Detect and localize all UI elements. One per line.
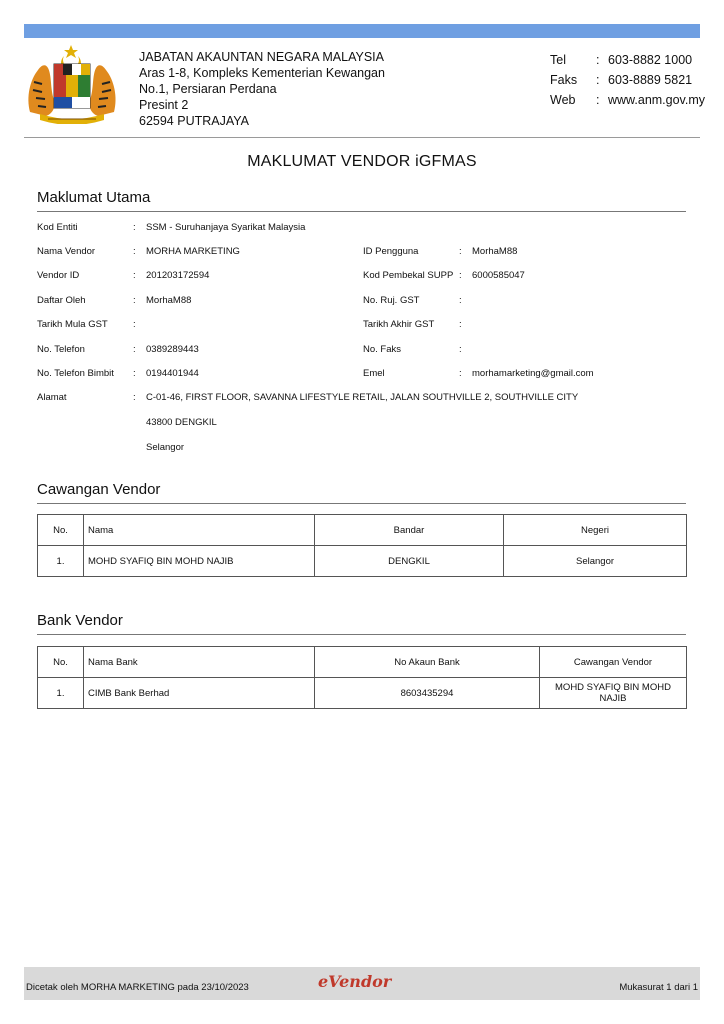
id-pengguna-label: ID Pengguna — [363, 246, 419, 257]
separator: : — [133, 295, 136, 306]
separator: : — [133, 368, 136, 379]
agency-address-line: No.1, Persiaran Perdana — [139, 82, 277, 96]
separator: : — [459, 368, 462, 379]
nama-vendor-value: MORHA MARKETING — [146, 246, 240, 257]
nama-vendor-label: Nama Vendor — [37, 246, 96, 257]
no-telefon-value: 0389289443 — [146, 344, 199, 355]
kod-pembekal-label: Kod Pembekal SUPP — [363, 270, 454, 281]
tarikh-akhir-gst-label: Tarikh Akhir GST — [363, 319, 435, 330]
table-cell: Selangor — [504, 546, 687, 577]
id-pengguna-value: MorhaM88 — [472, 246, 518, 257]
document-title: MAKLUMAT VENDOR iGFMAS — [247, 153, 477, 170]
alamat-line: Selangor — [146, 442, 185, 453]
column-header: Nama — [84, 515, 315, 546]
kod-pembekal-value: 6000585047 — [472, 270, 525, 281]
coat-of-arms-icon — [24, 42, 120, 124]
no-telefon-bimbit-label: No. Telefon Bimbit — [37, 368, 114, 379]
column-header: No Akaun Bank — [315, 647, 540, 678]
separator: : — [459, 295, 462, 306]
no-telefon-bimbit-value: 0194401944 — [146, 368, 199, 379]
header-divider — [24, 137, 700, 138]
fax-value: 603-8889 5821 — [608, 73, 693, 87]
vendor-id-label: Vendor ID — [37, 270, 80, 281]
vendor-id-value: 201203172594 — [146, 270, 210, 281]
section-heading-cawangan-vendor: Cawangan Vendor — [37, 481, 161, 498]
page-footer — [24, 967, 700, 1000]
table-cell: 8603435294 — [315, 678, 540, 709]
separator: : — [459, 319, 462, 330]
separator: : — [133, 344, 136, 355]
header-color-bar — [24, 24, 700, 38]
section-heading-maklumat-utama: Maklumat Utama — [37, 189, 151, 206]
web-link[interactable]: www.anm.gov.my — [608, 93, 706, 107]
alamat-line: C-01-46, FIRST FLOOR, SAVANNA LIFESTYLE RETAIL, JALAN SOUTHVILLE 2, SOUTHVILLE CITY — [146, 392, 579, 403]
table-row — [38, 546, 687, 577]
table-cell: DENGKIL — [315, 546, 504, 577]
table-row — [38, 678, 687, 709]
no-telefon-label: No. Telefon — [37, 344, 85, 355]
separator: : — [596, 93, 600, 107]
emel-value: morhamarketing@gmail.com — [472, 368, 594, 379]
web-row — [550, 90, 705, 110]
agency-block — [139, 49, 385, 129]
section-rule — [37, 634, 686, 635]
printed-by-text: Dicetak oleh MORHA MARKETING pada 23/10/2023 — [26, 982, 249, 993]
column-header: Negeri — [504, 515, 687, 546]
fax-label: Faks — [550, 73, 578, 87]
alamat-line: 43800 DENGKIL — [146, 417, 217, 428]
alamat-label: Alamat — [37, 392, 67, 403]
page-number: Mukasurat 1 dari 1 — [619, 982, 698, 993]
separator: : — [596, 53, 600, 67]
agency-address-line: 62594 PUTRAJAYA — [139, 114, 250, 128]
column-header: Nama Bank — [84, 647, 315, 678]
section-rule — [37, 211, 686, 212]
separator: : — [133, 392, 136, 403]
column-header: No. — [38, 647, 84, 678]
no-ruj-gst-label: No. Ruj. GST — [363, 295, 420, 306]
no-faks-label: No. Faks — [363, 344, 402, 355]
bank-vendor-table — [37, 646, 687, 709]
agency-name: JABATAN AKAUNTAN NEGARA MALAYSIA — [139, 50, 384, 64]
table-header-row — [38, 515, 687, 546]
separator: : — [133, 222, 136, 233]
table-header-row — [38, 647, 687, 678]
fax-row — [550, 70, 705, 90]
tarikh-mula-gst-label: Tarikh Mula GST — [37, 319, 108, 330]
cawangan-vendor-table — [37, 514, 687, 577]
section-heading-bank-vendor: Bank Vendor — [37, 612, 123, 629]
kod-entiti-value: SSM - Suruhanjaya Syarikat Malaysia — [146, 222, 306, 233]
column-header: Bandar — [315, 515, 504, 546]
separator: : — [133, 246, 136, 257]
kod-entiti-label: Kod Entiti — [37, 222, 78, 233]
tel-value: 603-8882 1000 — [608, 53, 693, 67]
separator: : — [596, 73, 600, 87]
table-cell: 1. — [38, 546, 84, 577]
separator: : — [459, 344, 462, 355]
separator: : — [459, 246, 462, 257]
table-cell: 1. — [38, 678, 84, 709]
evendor-logo: eVendor — [318, 972, 392, 991]
section-rule — [37, 503, 686, 504]
table-cell: CIMB Bank Berhad — [84, 678, 315, 709]
separator: : — [133, 319, 136, 330]
separator: : — [459, 270, 462, 281]
separator: : — [133, 270, 136, 281]
column-header: Cawangan Vendor — [540, 647, 687, 678]
table-cell: MOHD SYAFIQ BIN MOHD NAJIB — [84, 546, 315, 577]
agency-address-line: Presint 2 — [139, 98, 189, 112]
table-cell: MOHD SYAFIQ BIN MOHD NAJIB — [540, 678, 687, 709]
web-label: Web — [550, 93, 576, 107]
emel-label: Emel — [363, 368, 385, 379]
agency-address-line: Aras 1-8, Kompleks Kementerian Kewangan — [139, 66, 385, 80]
tel-label: Tel — [550, 53, 566, 67]
tel-row — [550, 50, 705, 70]
contact-block — [550, 50, 705, 110]
daftar-oleh-value: MorhaM88 — [146, 295, 192, 306]
daftar-oleh-label: Daftar Oleh — [37, 295, 86, 306]
column-header: No. — [38, 515, 84, 546]
